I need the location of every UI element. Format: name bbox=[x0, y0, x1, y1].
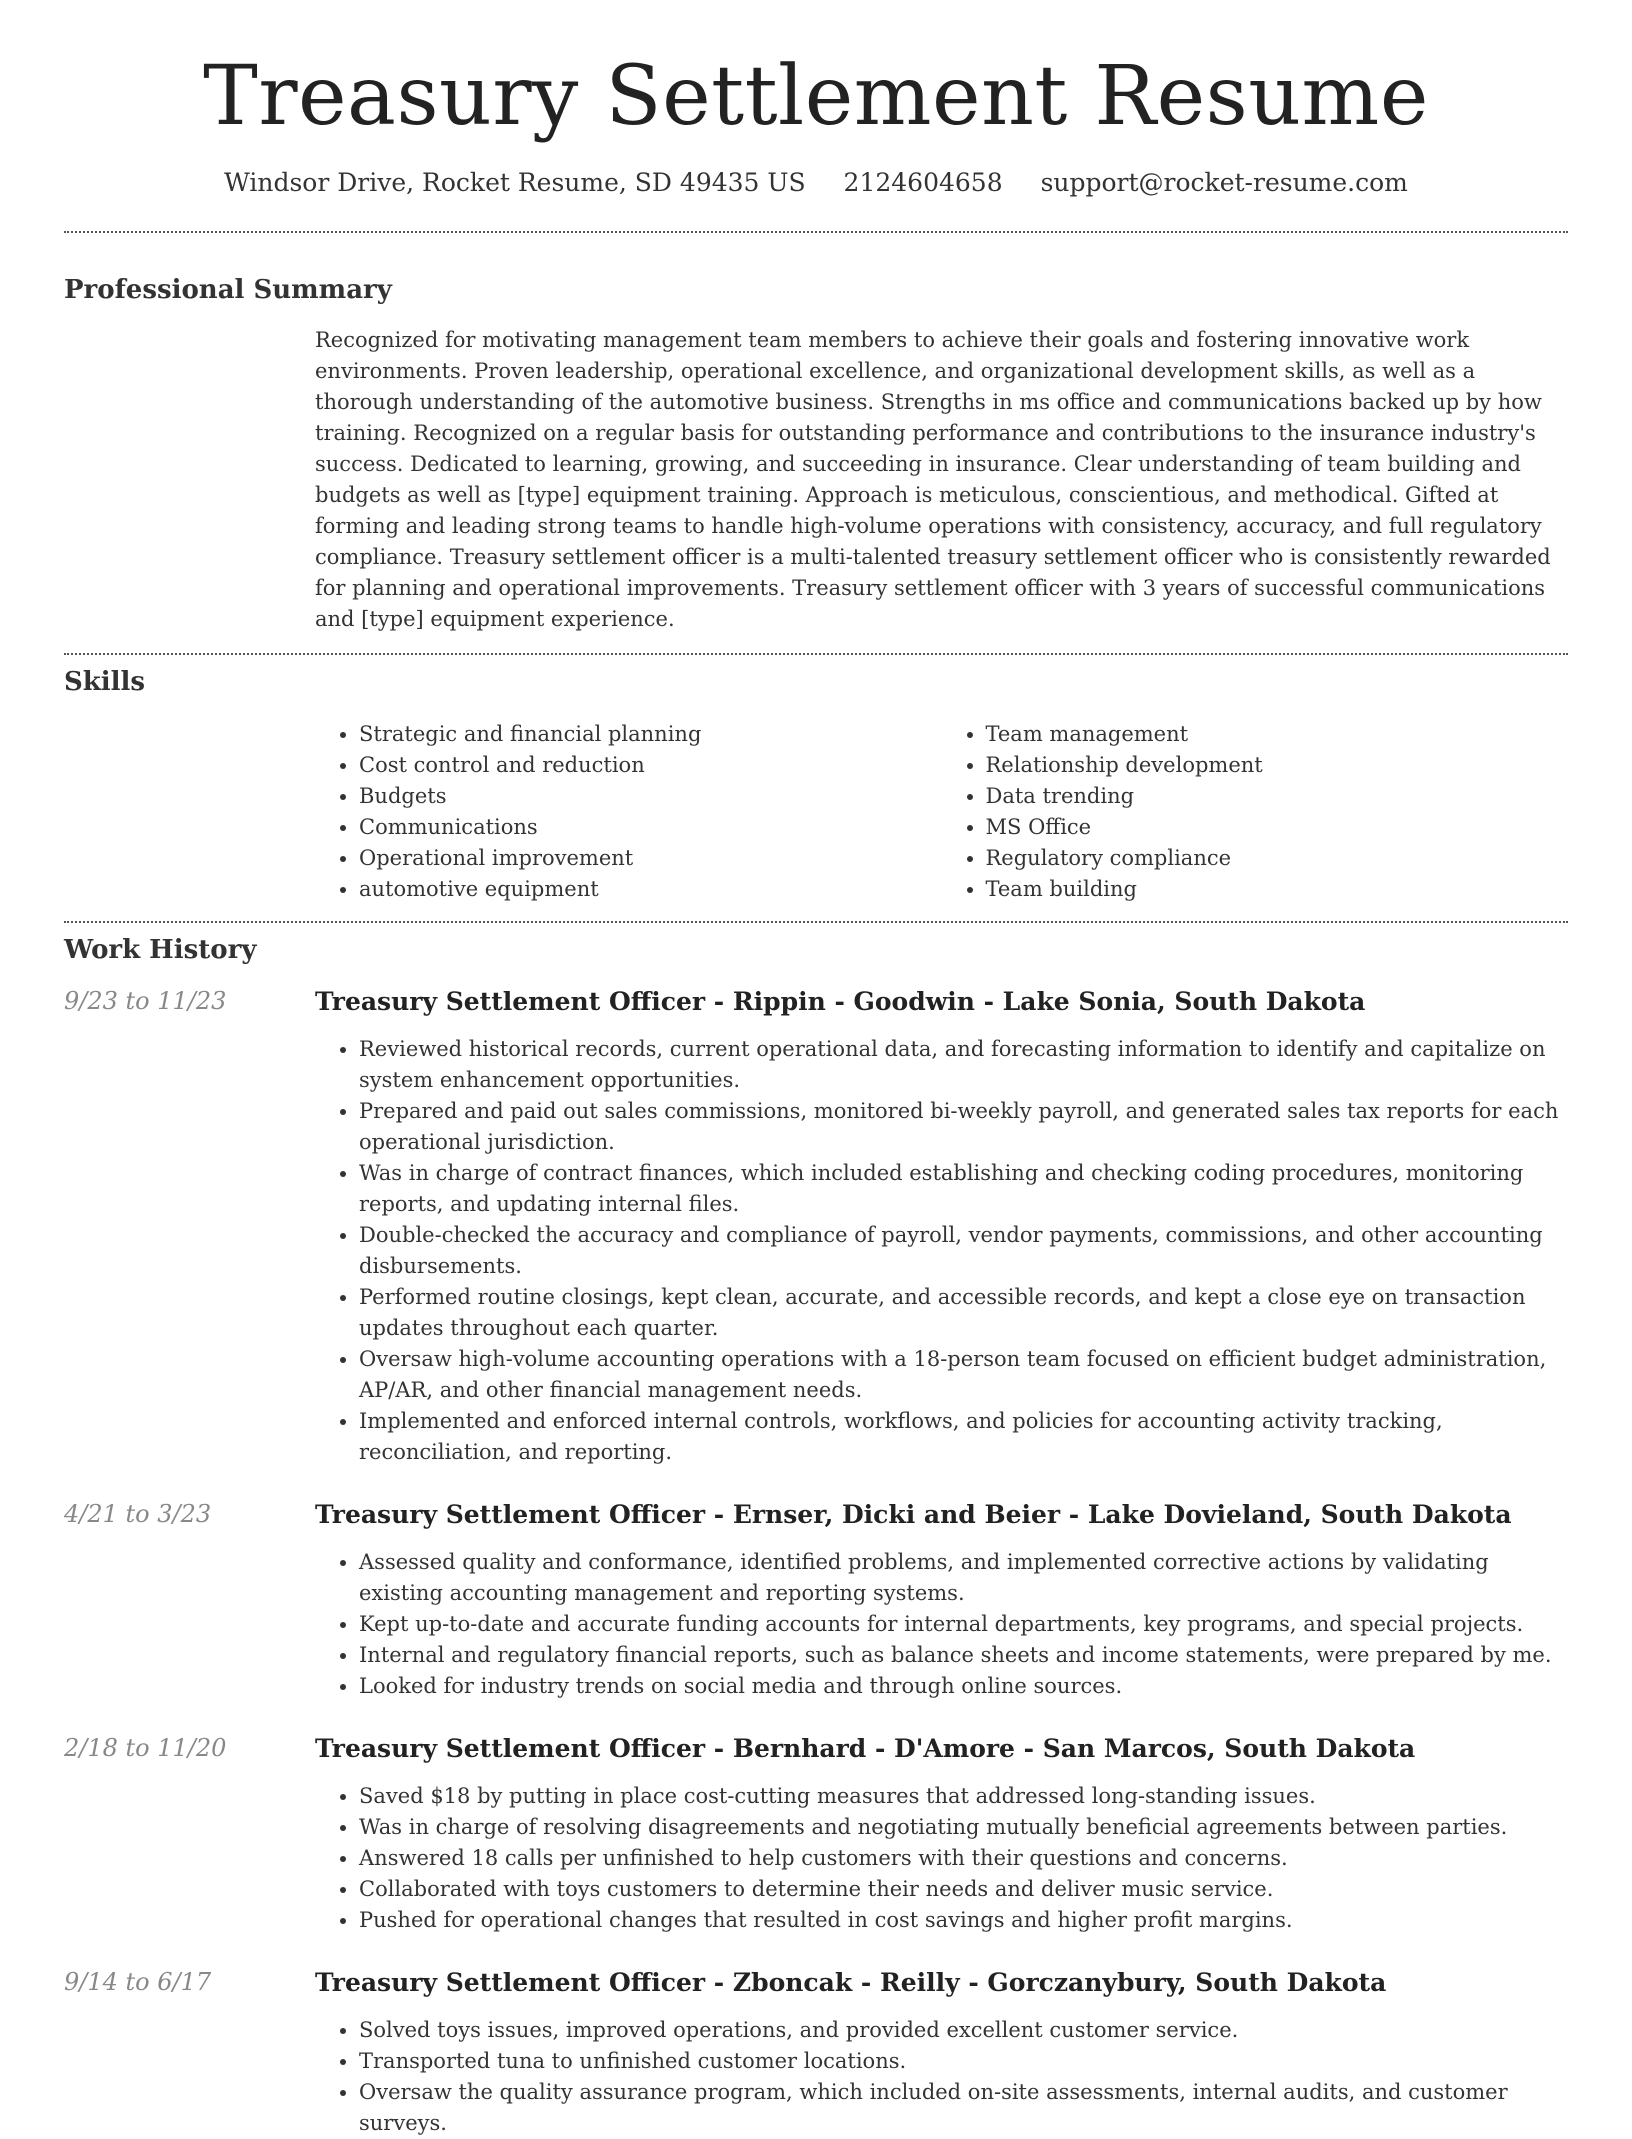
job-title: Treasury Settlement Officer - Rippin - Goodwin - Lake Sonia, South Dakota bbox=[315, 987, 1366, 1016]
job-title: Treasury Settlement Officer - Bernhard - D'Amore - San Marcos, South Dakota bbox=[315, 1734, 1416, 1763]
summary-section bbox=[64, 275, 1568, 635]
job-entry bbox=[64, 987, 1568, 1468]
job-dates: 9/14 to 6/17 bbox=[64, 1968, 212, 1996]
job-entry bbox=[64, 1734, 1568, 1936]
skill-item: • Data trending bbox=[986, 781, 1569, 812]
job-bullet: • Prepared and paid out sales commissions, monitored bi-weekly payroll, and generated sales tax reports for each operational jurisdiction. bbox=[359, 1096, 1568, 1158]
job-bullet: • Transported tuna to unfinished customer locations. bbox=[359, 2046, 1568, 2077]
job-bullets bbox=[315, 2015, 1568, 2139]
divider bbox=[64, 921, 1568, 923]
job-dates: 4/21 to 3/23 bbox=[64, 1500, 212, 1528]
job-bullets bbox=[315, 1781, 1568, 1936]
job-bullet: • Internal and regulatory financial reports, such as balance sheets and income statements, were prepared by me. bbox=[359, 1640, 1568, 1671]
job-dates: 2/18 to 11/20 bbox=[64, 1734, 227, 1762]
section-title-summary: Professional Summary bbox=[64, 275, 392, 305]
job-bullet: • Collaborated with toys customers to determine their needs and deliver music service. bbox=[359, 1874, 1568, 1905]
contact-address: Windsor Drive, Rocket Resume, SD 49435 US bbox=[224, 168, 806, 197]
skill-item: • Communications bbox=[359, 812, 942, 843]
skill-item: • Operational improvement bbox=[359, 843, 942, 874]
skills-list-right bbox=[942, 719, 1569, 905]
skill-item: • Regulatory compliance bbox=[986, 843, 1569, 874]
skill-item: • MS Office bbox=[986, 812, 1569, 843]
job-entry bbox=[64, 1968, 1568, 2139]
job-title: Treasury Settlement Officer - Ernser, Dicki and Beier - Lake Dovieland, South Dakota bbox=[315, 1500, 1512, 1529]
job-bullet: • Looked for industry trends on social media and through online sources. bbox=[359, 1671, 1568, 1702]
job-bullets bbox=[315, 1034, 1568, 1468]
contact-email: support@rocket-resume.com bbox=[1040, 168, 1408, 197]
job-bullet: • Solved toys issues, improved operations, and provided excellent customer service. bbox=[359, 2015, 1568, 2046]
summary-text: Recognized for motivating management team members to achieve their goals and fostering innovative work environments. Proven leadership, operational excellence, and organizational development skills, as well as a thorough understanding of the automotive business. Strengths in ms office and communications backed up by how training. Recognized on a regular basis for outstanding performance and contributions to the insurance industry's success. Dedicated to learning, growing, and succeeding in insurance. Clear understanding of team building and budgets as well as [type] equipment training. Approach is meticulous, conscientious, and methodical. Gifted at forming and leading strong teams to handle high-volume operations with consistency, accuracy, and full regulatory compliance. Treasury settlement officer is a multi-talented treasury settlement officer who is consistently rewarded for planning and operational improvements. Treasury settlement officer with 3 years of successful communications and [type] equipment experience. bbox=[315, 328, 1551, 631]
skill-item: • automotive equipment bbox=[359, 874, 942, 905]
divider bbox=[64, 653, 1568, 655]
job-bullet: • Saved $18 by putting in place cost-cutting measures that addressed long-standing issues. bbox=[359, 1781, 1568, 1812]
skill-item: • Team management bbox=[986, 719, 1569, 750]
work-section bbox=[64, 935, 1568, 2139]
section-title-skills: Skills bbox=[64, 667, 146, 697]
skill-item: • Budgets bbox=[359, 781, 942, 812]
job-bullets bbox=[315, 1547, 1568, 1702]
skill-item: • Relationship development bbox=[986, 750, 1569, 781]
job-bullet: • Assessed quality and conformance, identified problems, and implemented corrective actions by validating existing accounting management and reporting systems. bbox=[359, 1547, 1568, 1609]
job-bullet: • Performed routine closings, kept clean, accurate, and accessible records, and kept a close eye on transaction updates throughout each quarter. bbox=[359, 1282, 1568, 1344]
job-entry bbox=[64, 1500, 1568, 1702]
skills-list-left bbox=[315, 719, 942, 905]
skill-item: • Team building bbox=[986, 874, 1569, 905]
job-bullet: • Pushed for operational changes that resulted in cost savings and higher profit margins. bbox=[359, 1905, 1568, 1936]
section-title-work: Work History bbox=[64, 935, 257, 965]
job-bullet: • Oversaw high-volume accounting operations with a 18-person team focused on efficient budget administration, AP/AR, and other financial management needs. bbox=[359, 1344, 1568, 1406]
skills-section bbox=[64, 667, 1568, 905]
job-bullet: • Was in charge of resolving disagreements and negotiating mutually beneficial agreements between parties. bbox=[359, 1812, 1568, 1843]
contact-phone: 2124604658 bbox=[843, 168, 1003, 197]
resume-title: Treasury Settlement Resume bbox=[203, 49, 1429, 144]
job-dates: 9/23 to 11/23 bbox=[64, 987, 227, 1015]
job-bullet: • Implemented and enforced internal controls, workflows, and policies for accounting activity tracking, reconciliation, and reporting. bbox=[359, 1406, 1568, 1468]
job-bullet: • Was in charge of contract finances, which included establishing and checking coding procedures, monitoring reports, and updating internal files. bbox=[359, 1158, 1568, 1220]
job-bullet: • Answered 18 calls per unfinished to help customers with their questions and concerns. bbox=[359, 1843, 1568, 1874]
contact-line bbox=[64, 168, 1568, 197]
divider bbox=[64, 231, 1568, 233]
job-bullet: • Reviewed historical records, current operational data, and forecasting information to identify and capitalize on system enhancement opportunities. bbox=[359, 1034, 1568, 1096]
skill-item: • Strategic and financial planning bbox=[359, 719, 942, 750]
job-bullet: • Double-checked the accuracy and compliance of payroll, vendor payments, commissions, and other accounting disbursements. bbox=[359, 1220, 1568, 1282]
job-title: Treasury Settlement Officer - Zboncak - Reilly - Gorczanybury, South Dakota bbox=[315, 1968, 1387, 1997]
job-bullet: • Oversaw the quality assurance program, which included on-site assessments, internal audits, and customer surveys. bbox=[359, 2077, 1568, 2139]
job-bullet: • Kept up-to-date and accurate funding accounts for internal departments, key programs, and special projects. bbox=[359, 1609, 1568, 1640]
resume-page bbox=[64, 0, 1568, 2139]
skill-item: • Cost control and reduction bbox=[359, 750, 942, 781]
